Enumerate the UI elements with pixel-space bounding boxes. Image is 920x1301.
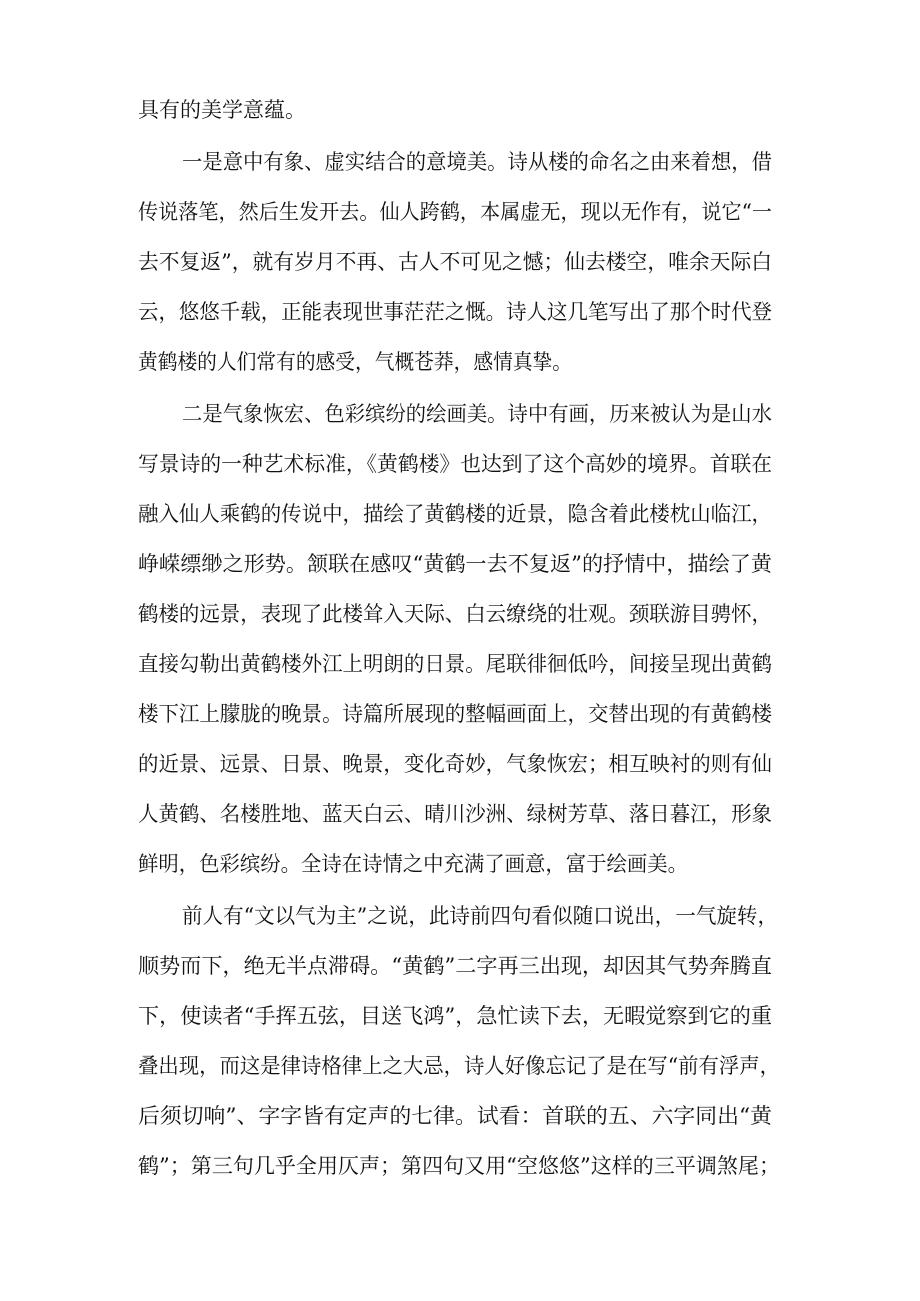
text-line [0, 694, 920, 734]
text-line [0, 242, 920, 282]
line-text: 后须切响”、字字皆有定声的七律。试看：首联的五、六字同出“黄 [138, 1104, 772, 1128]
text-line [0, 494, 920, 534]
line-text: 黄鹤楼的人们常有的感受，气概苍莽，感情真挚。 [138, 350, 573, 374]
line-text: 顺势而下，绝无半点滞碍。“黄鹤”二字再三出现，却因其气势奔腾直 [138, 954, 773, 978]
line-text: 直接勾勒出黄鹤楼外江上明朗的日景。尾联徘徊低吟，间接呈现出黄鹤 [138, 652, 773, 676]
text-line [0, 444, 920, 484]
line-text: 具有的美学意蕴。 [138, 98, 306, 122]
text-line [0, 394, 920, 434]
text-line [0, 292, 920, 332]
text-line [0, 1046, 920, 1086]
line-text: 叠出现，而这是律诗格律上之大忌，诗人好像忘记了是在写“前有浮声， [138, 1054, 781, 1078]
text-line [0, 744, 920, 784]
text-line [0, 142, 920, 182]
text-line [0, 90, 920, 130]
text-line [0, 342, 920, 382]
line-text: 鹤”；第三句几乎全用仄声；第四句又用“空悠悠”这样的三平调煞尾； [138, 1154, 780, 1178]
text-line [0, 1096, 920, 1136]
line-text: 鹤楼的远景，表现了此楼耸入天际、白云缭绕的壮观。颈联游目骋怀， [138, 602, 773, 626]
line-text: 的近景、远景、日景、晚景，变化奇妙，气象恢宏；相互映衬的则有仙 [138, 752, 773, 776]
line-text: 前人有“文以气为主”之说，此诗前四句看似随口说出，一气旋转， [182, 904, 779, 928]
line-text: 去不复返”，就有岁月不再、古人不可见之憾；仙去楼空，唯余天际白 [138, 250, 773, 274]
line-text: 鲜明，色彩缤纷。全诗在诗情之中充满了画意，富于绘画美。 [138, 852, 688, 876]
text-line [0, 594, 920, 634]
line-text: 一是意中有象、虚实结合的意境美。诗从楼的命名之由来着想，借 [182, 150, 772, 174]
line-text: 楼下江上朦胧的晚景。诗篇所展现的整幅画面上，交替出现的有黄鹤楼 [138, 702, 773, 726]
text-line [0, 1146, 920, 1186]
line-text: 融入仙人乘鹤的传说中，描绘了黄鹤楼的近景，隐含着此楼枕山临江， [138, 502, 773, 526]
text-line [0, 996, 920, 1036]
line-text: 写景诗的一种艺术标准，《黄鹤楼》也达到了这个高妙的境界。首联在 [138, 452, 773, 476]
text-line [0, 192, 920, 232]
line-text: 人黄鹤、名楼胜地、蓝天白云、晴川沙洲、绿树芳草、落日暮江，形象 [138, 802, 773, 826]
text-line [0, 896, 920, 936]
line-text: 传说落笔，然后生发开去。仙人跨鹤，本属虚无，现以无作有，说它“一 [138, 200, 773, 224]
text-line [0, 946, 920, 986]
text-line [0, 844, 920, 884]
text-line [0, 794, 920, 834]
text-line [0, 544, 920, 584]
text-line [0, 644, 920, 684]
line-text: 云，悠悠千载，正能表现世事茫茫之慨。诗人这几笔写出了那个时代登 [138, 300, 773, 324]
line-text: 二是气象恢宏、色彩缤纷的绘画美。诗中有画，历来被认为是山水 [182, 402, 772, 426]
line-text: 下，使读者“手挥五弦，目送飞鸿”，急忙读下去，无暇觉察到它的重 [138, 1004, 773, 1028]
line-text: 峥嵘缥缈之形势。颔联在感叹“黄鹤一去不复返”的抒情中，描绘了黄 [138, 552, 773, 576]
